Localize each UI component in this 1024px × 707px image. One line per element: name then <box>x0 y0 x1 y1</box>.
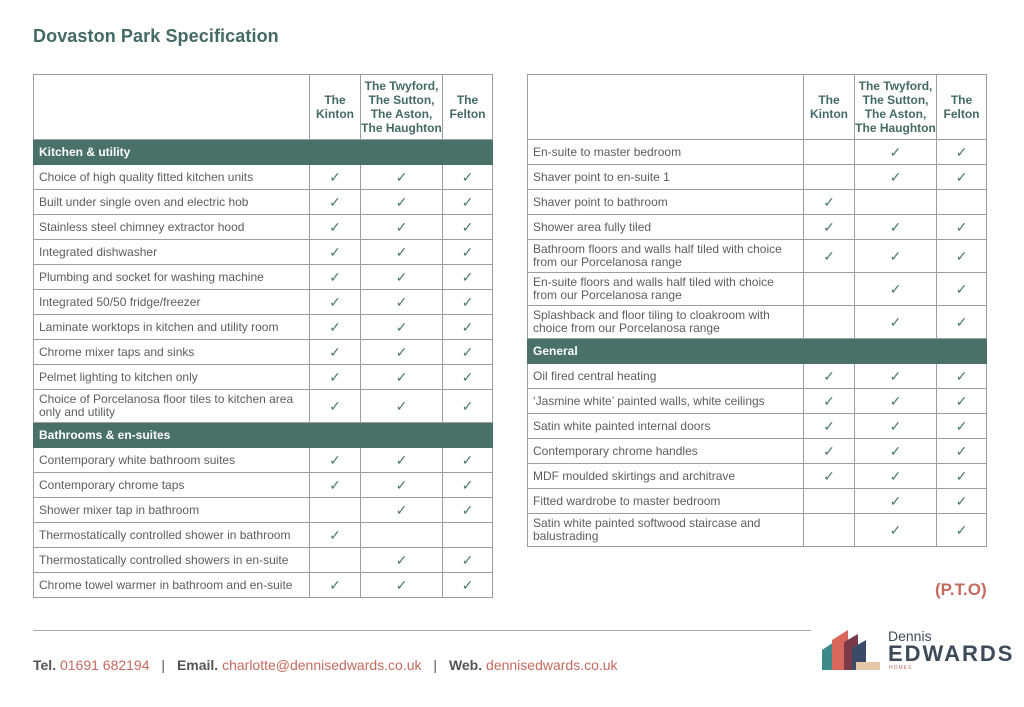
feature-label: Contemporary chrome taps <box>34 473 310 498</box>
empty-cell <box>855 190 937 215</box>
header-felton: The Felton <box>937 75 987 140</box>
feature-label: Contemporary white bathroom suites <box>34 448 310 473</box>
pto-label: (P.T.O) <box>935 580 987 599</box>
feature-label: Contemporary chrome handles <box>528 439 804 464</box>
check-icon: ✓ <box>310 315 361 340</box>
header-blank-cell <box>34 75 310 140</box>
check-icon: ✓ <box>361 448 443 473</box>
spec-table-right-body <box>528 140 987 547</box>
page-title: Dovaston Park Specification <box>33 26 279 46</box>
check-icon: ✓ <box>443 365 493 390</box>
spec-table-right <box>527 74 987 547</box>
table-row <box>528 439 987 464</box>
header-blank-cell <box>528 75 804 140</box>
feature-label: Integrated 50/50 fridge/freezer <box>34 290 310 315</box>
table-row <box>528 464 987 489</box>
check-icon: ✓ <box>855 489 937 514</box>
table-row <box>34 190 493 215</box>
table-row <box>528 165 987 190</box>
check-icon: ✓ <box>443 390 493 423</box>
header-kinton: The Kinton <box>804 75 855 140</box>
check-icon: ✓ <box>361 240 443 265</box>
check-icon: ✓ <box>310 573 361 598</box>
feature-label: Stainless steel chimney extractor hood <box>34 215 310 240</box>
table-row <box>34 448 493 473</box>
tel-link[interactable]: 01691 682194 <box>59 657 150 673</box>
check-icon: ✓ <box>937 215 987 240</box>
section-title: General <box>528 339 987 364</box>
table-row <box>528 240 987 273</box>
check-icon: ✓ <box>804 364 855 389</box>
table-row <box>528 389 987 414</box>
feature-label: ‘Jasmine white’ painted walls, white ceilings <box>528 389 804 414</box>
spec-table-left <box>33 74 493 598</box>
feature-label: Splashback and floor tiling to cloakroom with choice from our Porcelanosa range <box>528 306 804 339</box>
check-icon: ✓ <box>937 140 987 165</box>
feature-label: MDF moulded skirtings and architrave <box>528 464 804 489</box>
header-kinton: The Kinton <box>310 75 361 140</box>
separator: | <box>433 657 438 673</box>
feature-label: Plumbing and socket for washing machine <box>34 265 310 290</box>
feature-label: Satin white painted softwood staircase and balustrading <box>528 514 804 547</box>
table-row <box>528 215 987 240</box>
table-row <box>528 414 987 439</box>
check-icon: ✓ <box>310 523 361 548</box>
check-icon: ✓ <box>855 364 937 389</box>
houses-logo-icon <box>822 628 884 672</box>
empty-cell <box>310 498 361 523</box>
feature-label: Built under single oven and electric hob <box>34 190 310 215</box>
check-icon: ✓ <box>443 190 493 215</box>
table-row <box>34 240 493 265</box>
table-row <box>34 165 493 190</box>
check-icon: ✓ <box>937 489 987 514</box>
table-row <box>34 340 493 365</box>
check-icon: ✓ <box>804 215 855 240</box>
empty-cell <box>804 514 855 547</box>
table-row <box>528 190 987 215</box>
table-row <box>34 473 493 498</box>
empty-cell <box>804 273 855 306</box>
check-icon: ✓ <box>361 165 443 190</box>
feature-label: Thermostatically controlled shower in bathroom <box>34 523 310 548</box>
table-row <box>34 548 493 573</box>
check-icon: ✓ <box>310 473 361 498</box>
empty-cell <box>804 489 855 514</box>
logo-text-dennis: Dennis <box>888 628 932 644</box>
web-label: Web. <box>448 657 483 673</box>
feature-label: Thermostatically controlled showers in en-suite <box>34 548 310 573</box>
check-icon: ✓ <box>443 290 493 315</box>
check-icon: ✓ <box>361 215 443 240</box>
table-row <box>528 514 987 547</box>
table-row <box>34 523 493 548</box>
check-icon: ✓ <box>937 364 987 389</box>
check-icon: ✓ <box>310 340 361 365</box>
table-row <box>34 315 493 340</box>
check-icon: ✓ <box>937 464 987 489</box>
feature-label: Bathroom floors and walls half tiled with choice from our Porcelanosa range <box>528 240 804 273</box>
check-icon: ✓ <box>443 498 493 523</box>
check-icon: ✓ <box>310 290 361 315</box>
check-icon: ✓ <box>937 514 987 547</box>
feature-label: Oil fired central heating <box>528 364 804 389</box>
table-row <box>34 290 493 315</box>
table-row <box>528 364 987 389</box>
check-icon: ✓ <box>443 240 493 265</box>
check-icon: ✓ <box>443 573 493 598</box>
check-icon: ✓ <box>855 273 937 306</box>
logo-text-edwards: EDWARDS <box>888 641 1015 666</box>
feature-label: Fitted wardrobe to master bedroom <box>528 489 804 514</box>
separator: | <box>161 657 166 673</box>
check-icon: ✓ <box>937 439 987 464</box>
section-title: Kitchen & utility <box>34 140 493 165</box>
feature-label: En-suite to master bedroom <box>528 140 804 165</box>
table-row <box>34 265 493 290</box>
check-icon: ✓ <box>443 215 493 240</box>
section-header <box>34 423 493 448</box>
check-icon: ✓ <box>361 573 443 598</box>
check-icon: ✓ <box>310 190 361 215</box>
feature-label: Shower mixer tap in bathroom <box>34 498 310 523</box>
check-icon: ✓ <box>804 389 855 414</box>
check-icon: ✓ <box>443 448 493 473</box>
feature-label: Laminate worktops in kitchen and utility room <box>34 315 310 340</box>
check-icon: ✓ <box>443 340 493 365</box>
check-icon: ✓ <box>804 439 855 464</box>
feature-label: Choice of Porcelanosa floor tiles to kitchen area only and utility <box>34 390 310 423</box>
check-icon: ✓ <box>361 365 443 390</box>
check-icon: ✓ <box>855 240 937 273</box>
section-title: Bathrooms & en-suites <box>34 423 493 448</box>
section-header <box>528 339 987 364</box>
feature-label: Pelmet lighting to kitchen only <box>34 365 310 390</box>
empty-cell <box>804 306 855 339</box>
email-label: Email. <box>176 657 219 673</box>
check-icon: ✓ <box>937 240 987 273</box>
check-icon: ✓ <box>361 265 443 290</box>
table-row <box>34 390 493 423</box>
dennis-edwards-logo <box>822 628 1015 674</box>
check-icon: ✓ <box>361 315 443 340</box>
check-icon: ✓ <box>855 215 937 240</box>
check-icon: ✓ <box>443 165 493 190</box>
check-icon: ✓ <box>443 473 493 498</box>
check-icon: ✓ <box>855 140 937 165</box>
feature-label: Satin white painted internal doors <box>528 414 804 439</box>
feature-label: Shaver point to en-suite 1 <box>528 165 804 190</box>
check-icon: ✓ <box>804 240 855 273</box>
check-icon: ✓ <box>855 414 937 439</box>
check-icon: ✓ <box>310 165 361 190</box>
check-icon: ✓ <box>361 340 443 365</box>
check-icon: ✓ <box>310 365 361 390</box>
check-icon: ✓ <box>855 514 937 547</box>
check-icon: ✓ <box>937 389 987 414</box>
check-icon: ✓ <box>361 473 443 498</box>
table-row <box>528 306 987 339</box>
contact-line <box>33 657 618 673</box>
check-icon: ✓ <box>361 190 443 215</box>
header-twyford-group: The Twyford, The Sutton, The Aston, The Haughton <box>361 75 443 140</box>
check-icon: ✓ <box>443 315 493 340</box>
check-icon: ✓ <box>804 414 855 439</box>
empty-cell <box>443 523 493 548</box>
feature-label: Integrated dishwasher <box>34 240 310 265</box>
check-icon: ✓ <box>937 273 987 306</box>
check-icon: ✓ <box>361 290 443 315</box>
tel-label: Tel. <box>33 657 57 673</box>
table-row <box>528 140 987 165</box>
empty-cell <box>937 190 987 215</box>
check-icon: ✓ <box>937 306 987 339</box>
empty-cell <box>310 548 361 573</box>
table-row <box>34 365 493 390</box>
section-header <box>34 140 493 165</box>
table-row <box>34 215 493 240</box>
feature-label: Shower area fully tiled <box>528 215 804 240</box>
check-icon: ✓ <box>361 498 443 523</box>
check-icon: ✓ <box>443 265 493 290</box>
table-row <box>528 273 987 306</box>
spec-table-left-body <box>34 140 493 598</box>
logo-text-homes: HOMES <box>889 665 913 671</box>
empty-cell <box>804 140 855 165</box>
check-icon: ✓ <box>804 464 855 489</box>
web-link[interactable]: dennisedwards.co.uk <box>486 657 618 673</box>
check-icon: ✓ <box>310 215 361 240</box>
check-icon: ✓ <box>855 389 937 414</box>
feature-label: Shaver point to bathroom <box>528 190 804 215</box>
table-row <box>528 489 987 514</box>
check-icon: ✓ <box>804 190 855 215</box>
check-icon: ✓ <box>937 165 987 190</box>
empty-cell <box>361 523 443 548</box>
feature-label: En-suite floors and walls half tiled with choice from our Porcelanosa range <box>528 273 804 306</box>
empty-cell <box>804 165 855 190</box>
check-icon: ✓ <box>855 306 937 339</box>
check-icon: ✓ <box>310 265 361 290</box>
feature-label: Chrome mixer taps and sinks <box>34 340 310 365</box>
feature-label: Choice of high quality fitted kitchen units <box>34 165 310 190</box>
check-icon: ✓ <box>855 165 937 190</box>
table-row <box>34 573 493 598</box>
check-icon: ✓ <box>310 390 361 423</box>
footer-divider <box>33 630 811 631</box>
email-link[interactable]: charlotte@dennisedwards.co.uk <box>222 657 422 673</box>
feature-label: Chrome towel warmer in bathroom and en-suite <box>34 573 310 598</box>
header-twyford-group: The Twyford, The Sutton, The Aston, The Haughton <box>855 75 937 140</box>
check-icon: ✓ <box>361 390 443 423</box>
check-icon: ✓ <box>361 548 443 573</box>
check-icon: ✓ <box>855 439 937 464</box>
check-icon: ✓ <box>937 414 987 439</box>
check-icon: ✓ <box>443 548 493 573</box>
header-felton: The Felton <box>443 75 493 140</box>
table-row <box>34 498 493 523</box>
check-icon: ✓ <box>310 240 361 265</box>
check-icon: ✓ <box>855 464 937 489</box>
check-icon: ✓ <box>310 448 361 473</box>
